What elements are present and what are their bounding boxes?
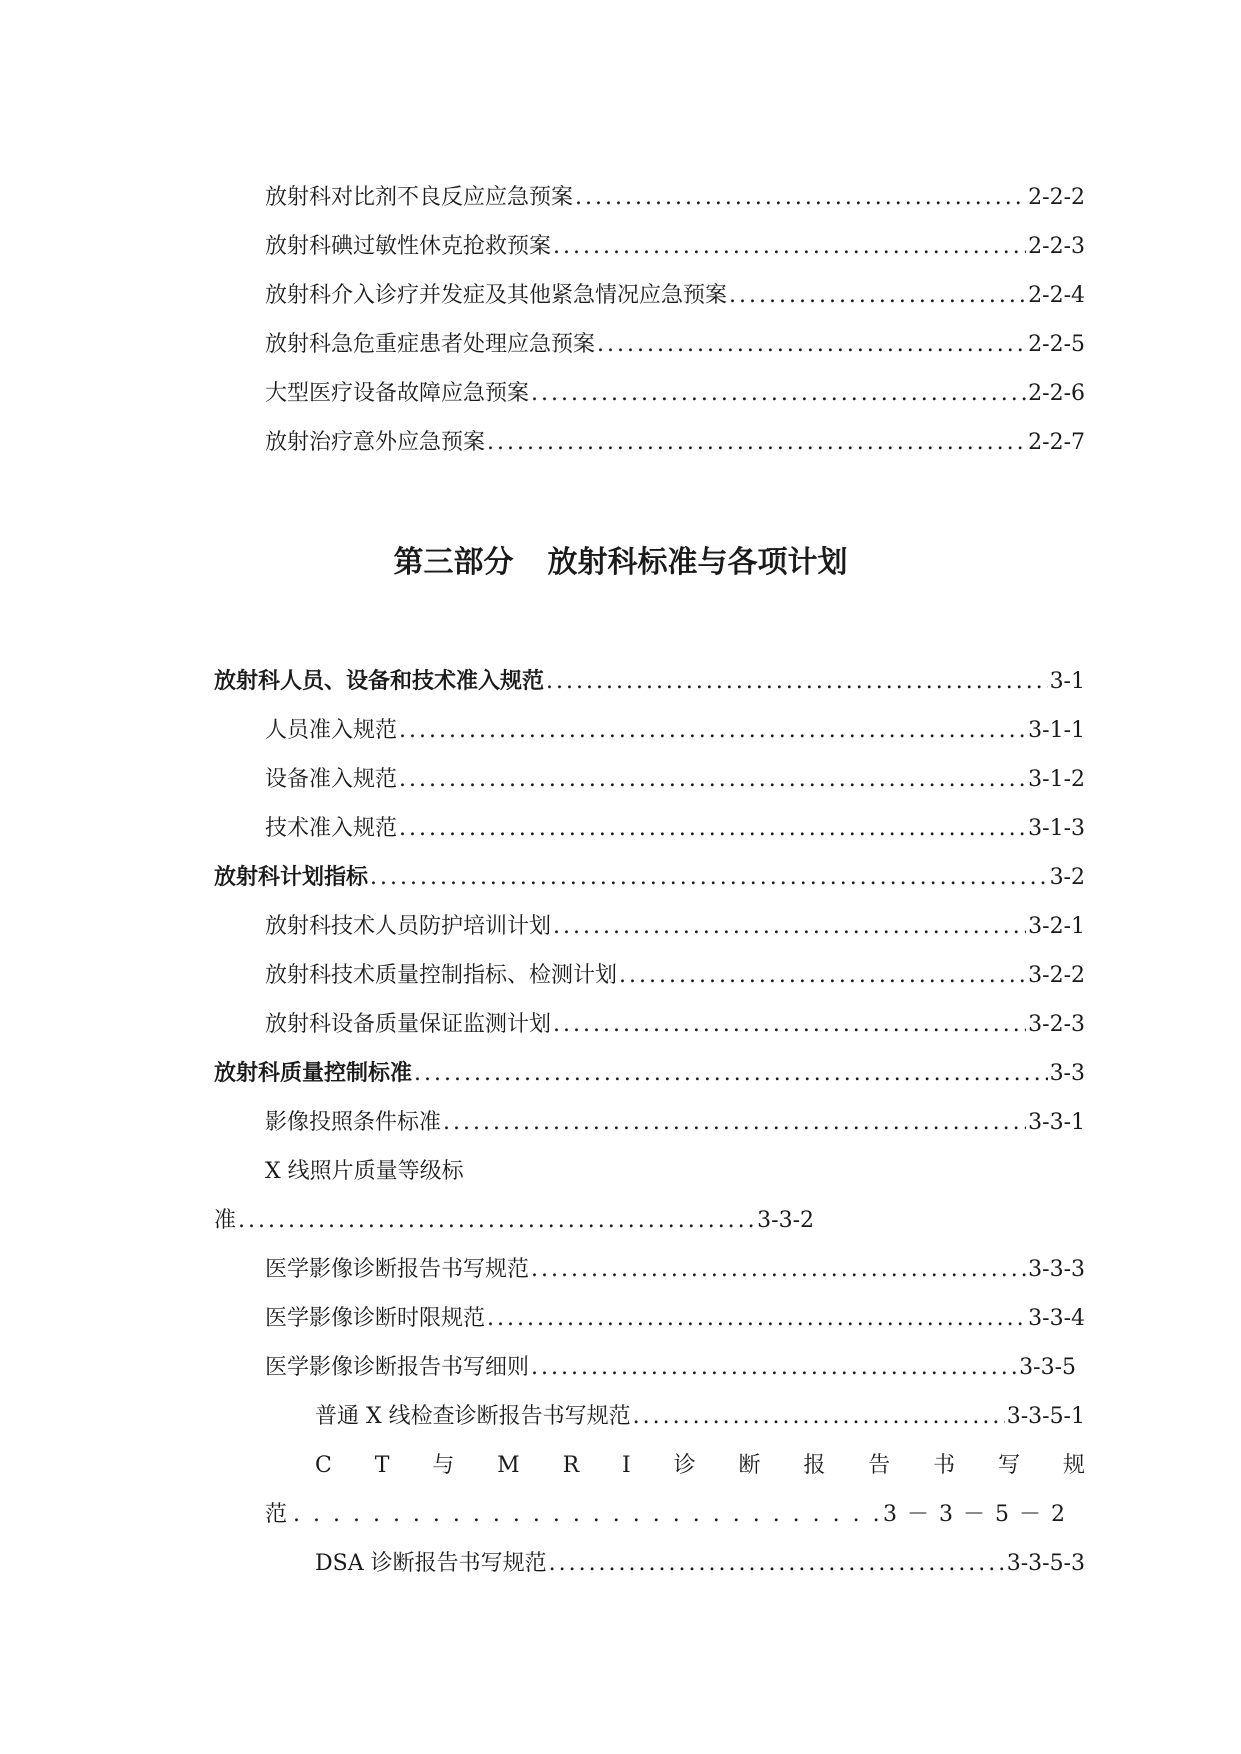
toc-entry-page: 2-2-6 <box>1028 381 1085 406</box>
toc-entry[interactable] <box>265 765 1085 795</box>
toc-entry-title: 医学影像诊断报告书写规范 <box>265 1257 530 1282</box>
toc-entry-title: 放射科计划指标 <box>214 865 369 890</box>
toc-leader-dots <box>399 716 1026 746</box>
toc-entry-page: 2-2-2 <box>1028 185 1085 210</box>
toc-entry[interactable] <box>265 1255 1085 1285</box>
toc-entry-title: 人员准入规范 <box>265 718 398 743</box>
toc-entry[interactable] <box>265 330 1085 360</box>
toc-leader-dots <box>487 428 1026 458</box>
toc-entry-page: 3-1 <box>1049 669 1085 694</box>
toc-entry-title: 影像投照条件标准 <box>265 1110 442 1135</box>
toc-entry-page: 3-2-1 <box>1028 914 1085 939</box>
toc-leader-dots <box>531 1255 1026 1285</box>
toc-entry-title: 大型医疗设备故障应急预案 <box>265 381 530 406</box>
toc-entry-page: 3-1-2 <box>1028 767 1085 792</box>
toc-leader-dots <box>487 1304 1026 1334</box>
title-char: C <box>315 1453 332 1478</box>
toc-leader-dots <box>619 961 1026 991</box>
part-heading <box>0 543 1241 583</box>
toc-entry[interactable] <box>265 1108 1085 1138</box>
toc-entry-title-spread[interactable] <box>315 1451 1085 1481</box>
toc-entry[interactable] <box>265 961 1085 991</box>
title-char: 书 <box>933 1453 956 1478</box>
part-title: 放射科标准与各项计划 <box>547 545 848 580</box>
toc-entry-title: 放射科碘过敏性休克抢救预案 <box>265 234 552 259</box>
toc-entry-title-line1[interactable]: X 线照片质量等级标 <box>265 1159 464 1184</box>
title-char: I <box>622 1453 631 1478</box>
toc-leader-dots <box>546 667 1048 697</box>
title-char: R <box>562 1453 580 1478</box>
toc-entry-title: 医学影像诊断时限规范 <box>265 1306 486 1331</box>
toc-entry-title: 放射科介入诊疗并发症及其他紧急情况应急预案 <box>265 283 728 308</box>
toc-entry-title: DSA 诊断报告书写规范 <box>315 1551 547 1576</box>
toc-entry-title: 放射科质量控制标准 <box>214 1061 413 1086</box>
title-char: M <box>497 1453 520 1478</box>
toc-entry-page: 3-1-3 <box>1028 816 1085 841</box>
toc-entry-page: 3-3-5-1 <box>1006 1404 1085 1429</box>
title-char: 与 <box>432 1453 455 1478</box>
toc-leader-dots <box>238 1206 755 1236</box>
toc-entry[interactable] <box>265 232 1085 262</box>
toc-entry[interactable] <box>265 814 1085 844</box>
toc-leader-dots <box>443 1108 1026 1138</box>
toc-leader-dots <box>399 814 1026 844</box>
toc-leader-dots <box>575 183 1026 213</box>
toc-entry-page: 3-3-5-3 <box>1006 1551 1085 1576</box>
title-char: 断 <box>738 1453 761 1478</box>
toc-leader-dots <box>553 912 1026 942</box>
toc-leader-dots <box>597 330 1026 360</box>
toc-entry-chapter[interactable] <box>214 863 1085 893</box>
toc-entry[interactable] <box>265 912 1085 942</box>
toc-leader-dots <box>531 379 1026 409</box>
toc-entry[interactable] <box>265 716 1085 746</box>
toc-entry-title: 放射治疗意外应急预案 <box>265 430 486 455</box>
toc-entry[interactable] <box>214 1206 814 1236</box>
toc-entry-title: 医学影像诊断报告书写细则 <box>265 1355 530 1380</box>
toc-entry[interactable] <box>265 1304 1085 1334</box>
toc-entry-page: 3-2-3 <box>1028 1012 1085 1037</box>
toc-entry-title: 放射科急危重症患者处理应急预案 <box>265 332 596 357</box>
title-char: 告 <box>868 1453 891 1478</box>
title-char: 规 <box>1062 1453 1085 1478</box>
toc-entry-title: 放射科对比剂不良反应应急预案 <box>265 185 574 210</box>
toc-entry-title: 放射科人员、设备和技术准入规范 <box>214 669 545 694</box>
toc-entry-title: 普通 X 线检查诊断报告书写规范 <box>315 1404 631 1429</box>
toc-entry[interactable] <box>315 1549 1085 1579</box>
toc-entry-page: 3-1-1 <box>1028 718 1085 743</box>
toc-entry-chapter[interactable] <box>214 1059 1085 1089</box>
toc-leader-dots <box>370 863 1048 893</box>
toc-leader-dots <box>414 1059 1048 1089</box>
title-char: 报 <box>803 1453 826 1478</box>
toc-entry-chapter[interactable] <box>214 667 1085 697</box>
toc-leader-dots <box>399 765 1026 795</box>
toc-entry[interactable] <box>265 1010 1085 1040</box>
title-char: T <box>374 1453 390 1478</box>
toc-entry-title-line2: 范 <box>265 1502 288 1527</box>
toc-entry-page: 3-3-1 <box>1028 1110 1085 1135</box>
toc-entry-page: 2-2-5 <box>1028 332 1085 357</box>
toc-entry-title: 技术准入规范 <box>265 816 398 841</box>
toc-leader-dots <box>531 1353 1017 1383</box>
toc-leader-dots <box>633 1402 1005 1432</box>
toc-entry[interactable] <box>265 183 1085 213</box>
toc-entry[interactable] <box>265 1353 1076 1383</box>
toc-leader-dots <box>729 281 1026 311</box>
toc-leader-dots <box>549 1549 1005 1579</box>
toc-leader-dots <box>293 1500 883 1530</box>
title-char: 写 <box>998 1453 1021 1478</box>
toc-entry-page: 3-3-3 <box>1028 1257 1085 1282</box>
toc-entry[interactable] <box>265 1500 1075 1530</box>
toc-entry-page: 3-2 <box>1049 865 1085 890</box>
toc-entry-page: 3-3 <box>1049 1061 1085 1086</box>
toc-entry-page: 3-2-2 <box>1028 963 1085 988</box>
toc-entry[interactable] <box>265 379 1085 409</box>
toc-entry-page: 2-2-3 <box>1028 234 1085 259</box>
title-char: 诊 <box>673 1453 696 1478</box>
toc-leader-dots <box>553 1010 1026 1040</box>
toc-entry-title: 放射科技术质量控制指标、检测计划 <box>265 963 618 988</box>
part-number: 第三部分 <box>393 545 514 580</box>
toc-entry-page: 3－3－5－2 <box>883 1502 1075 1527</box>
toc-entry-page: 2-2-7 <box>1028 430 1085 455</box>
toc-entry-page: 3-3-2 <box>757 1208 814 1233</box>
toc-entry[interactable] <box>265 428 1085 458</box>
toc-entry-title: 设备准入规范 <box>265 767 398 792</box>
toc-entry-page: 3-3-5 <box>1019 1355 1076 1380</box>
toc-entry[interactable] <box>315 1402 1085 1432</box>
toc-entry-page: 3-3-4 <box>1028 1306 1085 1331</box>
toc-entry-page: 2-2-4 <box>1028 283 1085 308</box>
toc-entry-title: 放射科技术人员防护培训计划 <box>265 914 552 939</box>
toc-leader-dots <box>553 232 1026 262</box>
toc-entry-title: 放射科设备质量保证监测计划 <box>265 1012 552 1037</box>
toc-entry[interactable] <box>265 281 1085 311</box>
toc-entry-title-line2: 准 <box>214 1208 237 1233</box>
